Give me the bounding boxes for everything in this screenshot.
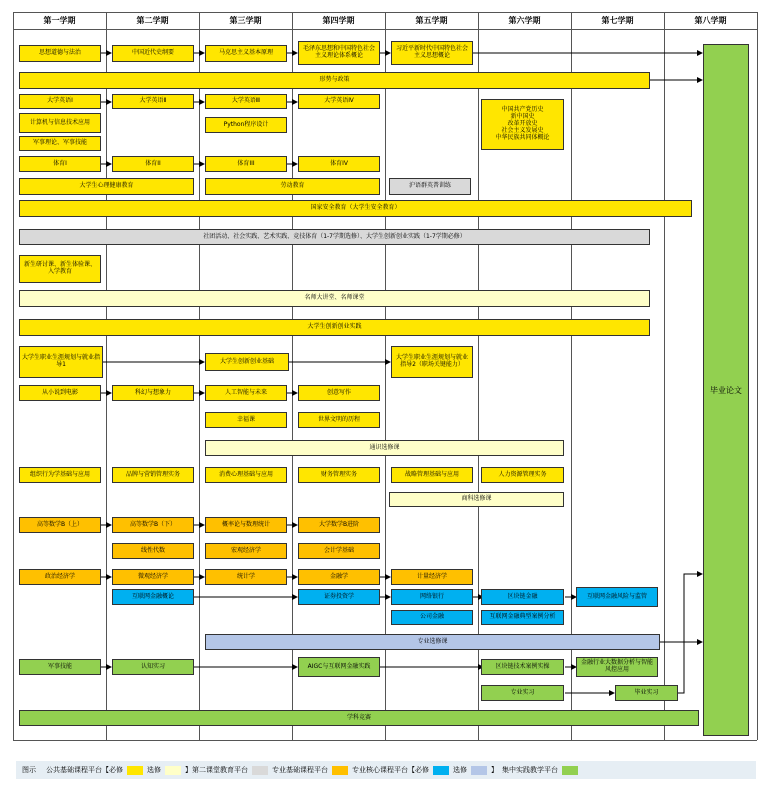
course-box: 从小说到电影 — [19, 385, 101, 401]
course-box: 军事理论、军事技能 — [19, 136, 101, 151]
course-box: 统计学 — [205, 569, 287, 585]
course-box: 体育III — [205, 156, 287, 172]
course-box: 思想道德与法治 — [19, 45, 101, 62]
legend-swatch-green — [562, 766, 578, 775]
course-box: 体育IV — [298, 156, 380, 172]
course-box: 专业实习 — [481, 685, 564, 701]
legend-second: 】第二课堂教育平台 — [185, 766, 248, 774]
legend-swatch-cyan — [433, 766, 449, 775]
course-box: 名师大讲堂、名师课堂 — [19, 290, 650, 307]
course-box: 证券投资学 — [298, 589, 380, 605]
course-box: 国家安全教育（大学生安全教育） — [19, 200, 692, 217]
course-box: 新生研讨课、新生体验课、入学教育 — [19, 255, 101, 283]
course-box: 公司金融 — [391, 610, 473, 625]
course-box: 习近平新时代中国特色社会主义思想概论 — [391, 41, 473, 65]
course-box: 宏观经济学 — [205, 543, 287, 559]
course-box: 大学生创新创业实践 — [19, 319, 650, 336]
course-box: 财务管理实务 — [298, 467, 380, 483]
semester-header: 第四学期 — [322, 16, 355, 25]
course-box: 组织行为学基础与应用 — [19, 467, 101, 483]
semester-header: 第一学期 — [43, 16, 76, 25]
course-box: 线性代数 — [112, 543, 194, 559]
course-box: 中国共产党历史 新中国史 改革开放史 社会主义发展史 中华民族共同体概论 — [481, 99, 564, 150]
course-box: 金融学 — [298, 569, 380, 585]
course-box: 大学生心理健康教育 — [19, 178, 194, 195]
course-box: 互联网金融风险与监管 — [576, 587, 658, 607]
course-box: 计算机与信息技术应用 — [19, 113, 101, 133]
legend-public: 公共基础课程平台【必修 — [46, 766, 123, 774]
course-box: 世界文明的历程 — [298, 412, 380, 428]
course-box: 政治经济学 — [19, 569, 101, 585]
course-box: 体育II — [112, 156, 194, 172]
course-box: 毛泽东思想和中国特色社会主义理论体系概论 — [298, 41, 380, 65]
legend-major-basic: 专业基础课程平台 — [272, 766, 328, 774]
course-box: 互联网金融典型案例分析 — [481, 610, 564, 625]
course-box: 金融行业大数据分析与智能风控应用 — [576, 657, 658, 677]
course-box: 沪语群英普训练 — [389, 178, 471, 195]
course-box: 社团活动、社会实践、艺术实践、竞技体育（1-7学期选修）、大学生创新创业实践（1-7学期必修） — [19, 229, 650, 245]
course-box: 互联网金融概论 — [112, 589, 194, 605]
course-box: 马克思主义基本原理 — [205, 45, 287, 62]
course-box: 军事技能 — [19, 659, 101, 675]
semester-header: 第八学期 — [694, 16, 727, 25]
legend-public-elective: 选修 — [147, 766, 161, 774]
course-box: 中国近代史纲要 — [112, 45, 194, 62]
legend-core-elective: 选修 — [453, 766, 467, 774]
course-box: 通识选修课 — [205, 440, 564, 456]
semester-header: 第七学期 — [601, 16, 634, 25]
semester-header: 第六学期 — [508, 16, 541, 25]
course-box: 大学数学B进阶 — [298, 517, 380, 533]
legend-practice: 集中实践教学平台 — [502, 766, 558, 774]
legend-swatch-light-blue — [471, 766, 487, 775]
legend-swatch-yellow — [127, 766, 143, 775]
course-box: 人工智能与未来 — [205, 385, 287, 401]
course-box: 大学生职业生涯规划与就业指导2（职场关键能力） — [391, 346, 473, 378]
legend-swatch-orange — [332, 766, 348, 775]
course-box: 大学英语Ⅱ — [112, 94, 194, 109]
thesis-box: 毕业论文 — [703, 44, 749, 736]
course-box: 网络银行 — [391, 589, 473, 605]
legend-close: 】 — [491, 766, 498, 774]
semester-header: 第三学期 — [229, 16, 262, 25]
course-box: 幸福课 — [205, 412, 287, 428]
course-box: 体育I — [19, 156, 101, 172]
course-box: 劳动教育 — [205, 178, 380, 195]
course-box: 认知实习 — [112, 659, 194, 675]
course-box: 消费心理基础与应用 — [205, 467, 287, 483]
course-box: 大学英语I — [19, 94, 101, 109]
course-box: 微观经济学 — [112, 569, 194, 585]
course-box: 商科选修课 — [389, 492, 564, 507]
course-box: 品牌与营销管理实务 — [112, 467, 194, 483]
course-box: 科幻与想象力 — [112, 385, 194, 401]
course-box: 学科竞赛 — [19, 710, 699, 726]
course-box: 区块链技术案例实操 — [481, 659, 564, 675]
course-box: 高等数学B（上） — [19, 517, 101, 533]
legend-swatch-gray — [252, 766, 268, 775]
course-box: 毕业实习 — [615, 685, 678, 701]
course-box: 高等数学B（下） — [112, 517, 194, 533]
course-box: 计量经济学 — [391, 569, 473, 585]
course-box: 人力资源管理实务 — [481, 467, 564, 483]
course-box: 战略管理基础与应用 — [391, 467, 473, 483]
course-box: 大学英语Ⅳ — [298, 94, 380, 109]
legend-swatch-light-yellow — [165, 766, 181, 775]
semester-header: 第二学期 — [136, 16, 169, 25]
course-box: AIGC与互联网金融实践 — [298, 657, 380, 677]
course-box: 专业选修课 — [205, 634, 660, 650]
course-box: 大学生职业生涯规划与就业指导1 — [19, 346, 103, 378]
legend-major-core: 专业核心课程平台【必修 — [352, 766, 429, 774]
semester-header: 第五学期 — [415, 16, 448, 25]
course-box: 形势与政策 — [19, 72, 650, 89]
legend — [16, 761, 756, 779]
course-box: 概率论与数理统计 — [205, 517, 287, 533]
course-box: 大学英语Ⅲ — [205, 94, 287, 109]
course-box: 会计学基础 — [298, 543, 380, 559]
course-box: 大学生创新创业基础 — [205, 353, 289, 371]
legend-label: 图示 — [22, 766, 36, 774]
course-box: Python程序设计 — [205, 117, 287, 133]
course-box: 创意写作 — [298, 385, 380, 401]
course-box: 区块链金融 — [481, 589, 564, 605]
